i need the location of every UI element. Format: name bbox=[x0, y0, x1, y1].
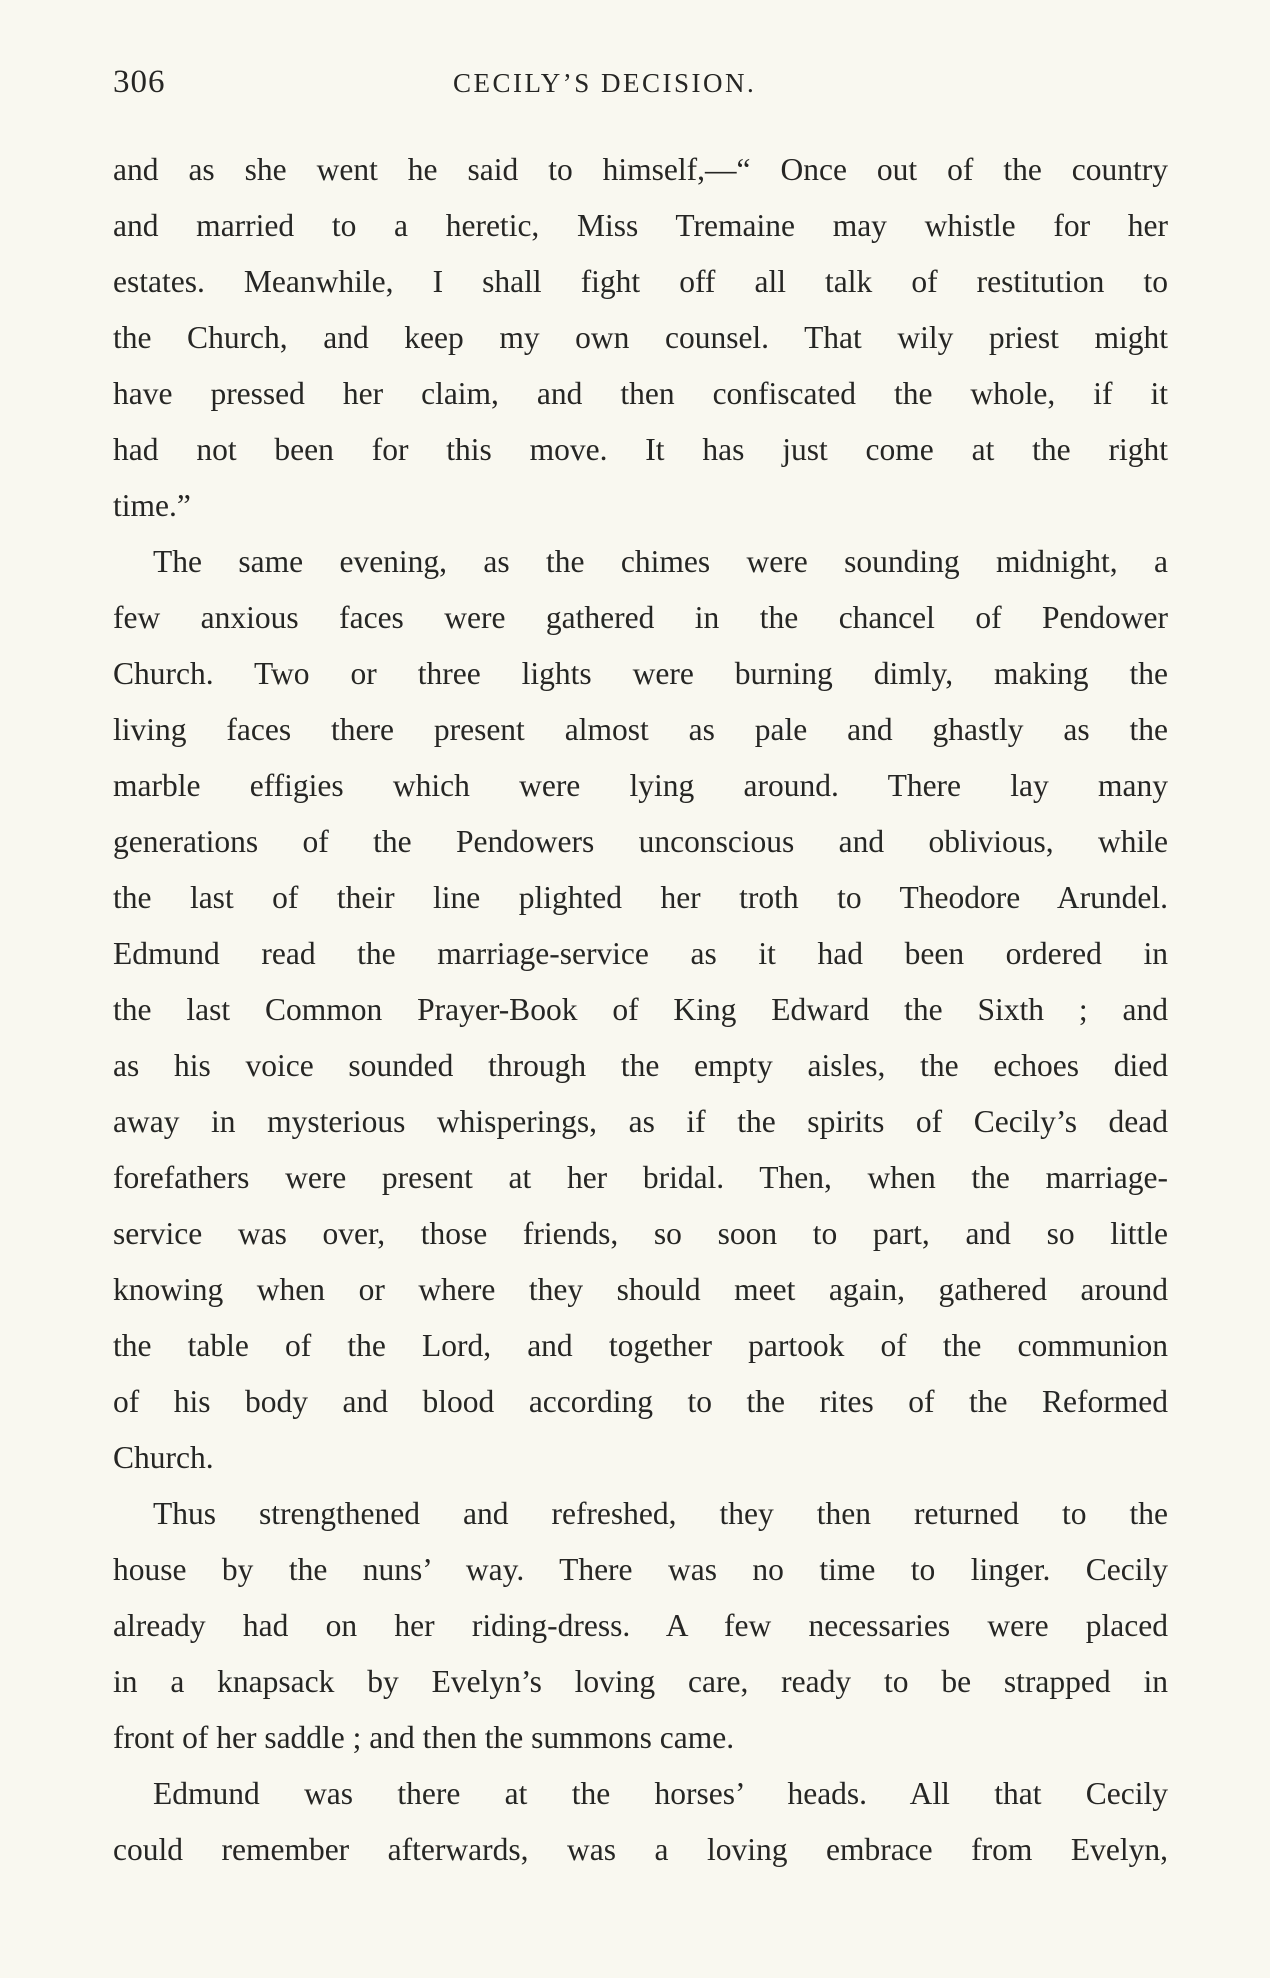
text-line: could remember afterwards, was a loving embrace from Evelyn, bbox=[113, 1832, 1168, 1867]
text-line: Edmund read the marriage-service as it had been ordered in bbox=[113, 936, 1168, 971]
page-number: 306 bbox=[113, 64, 166, 100]
text-line: the last Common Prayer-Book of King Edward the Sixth ; and bbox=[113, 992, 1168, 1027]
text-line: Thus strengthened and refreshed, they then returned to the bbox=[153, 1496, 1168, 1531]
text-line: Church. Two or three lights were burning dimly, making the bbox=[113, 656, 1168, 691]
text-line: time.” bbox=[113, 488, 191, 523]
text-line: Church. bbox=[113, 1440, 214, 1475]
text-line: of his body and blood according to the rites of the Reformed bbox=[113, 1384, 1168, 1419]
text-line: had not been for this move. It has just come at the right bbox=[113, 432, 1168, 467]
text-line: The same evening, as the chimes were sounding midnight, a bbox=[153, 544, 1168, 579]
text-line: generations of the Pendowers unconscious and oblivious, while bbox=[113, 824, 1168, 859]
text-line: the table of the Lord, and together partook of the communion bbox=[113, 1328, 1168, 1363]
text-line: and as she went he said to himself,—“ Once out of the country bbox=[113, 152, 1168, 187]
text-line: knowing when or where they should meet again, gathered around bbox=[113, 1272, 1168, 1307]
text-line: service was over, those friends, so soon to part, and so little bbox=[113, 1216, 1168, 1251]
text-line: front of her saddle ; and then the summons came. bbox=[113, 1720, 735, 1755]
running-head bbox=[113, 64, 1168, 114]
text-line: estates. Meanwhile, I shall fight off all talk of restitution to bbox=[113, 264, 1168, 299]
body-text bbox=[113, 142, 1168, 1878]
text-line: already had on her riding-dress. A few necessaries were placed bbox=[113, 1608, 1168, 1643]
text-line: have pressed her claim, and then confiscated the whole, if it bbox=[113, 376, 1168, 411]
text-line: few anxious faces were gathered in the chancel of Pendower bbox=[113, 600, 1168, 635]
text-line: in a knapsack by Evelyn’s loving care, ready to be strapped in bbox=[113, 1664, 1168, 1699]
text-line: the last of their line plighted her troth to Theodore Arundel. bbox=[113, 880, 1168, 915]
text-line: the Church, and keep my own counsel. That wily priest might bbox=[113, 320, 1168, 355]
text-line: away in mysterious whisperings, as if the spirits of Cecily’s dead bbox=[113, 1104, 1168, 1139]
text-line: Edmund was there at the horses’ heads. All that Cecily bbox=[153, 1776, 1168, 1811]
text-line: as his voice sounded through the empty aisles, the echoes died bbox=[113, 1048, 1168, 1083]
text-line: house by the nuns’ way. There was no time to linger. Cecily bbox=[113, 1552, 1168, 1587]
running-title: CECILY’S DECISION. bbox=[453, 68, 757, 98]
text-line: living faces there present almost as pale and ghastly as the bbox=[113, 712, 1168, 747]
text-line: and married to a heretic, Miss Tremaine may whistle for her bbox=[113, 208, 1168, 243]
text-line: forefathers were present at her bridal. Then, when the marriage- bbox=[113, 1160, 1168, 1195]
text-line: marble effigies which were lying around. There lay many bbox=[113, 768, 1168, 803]
